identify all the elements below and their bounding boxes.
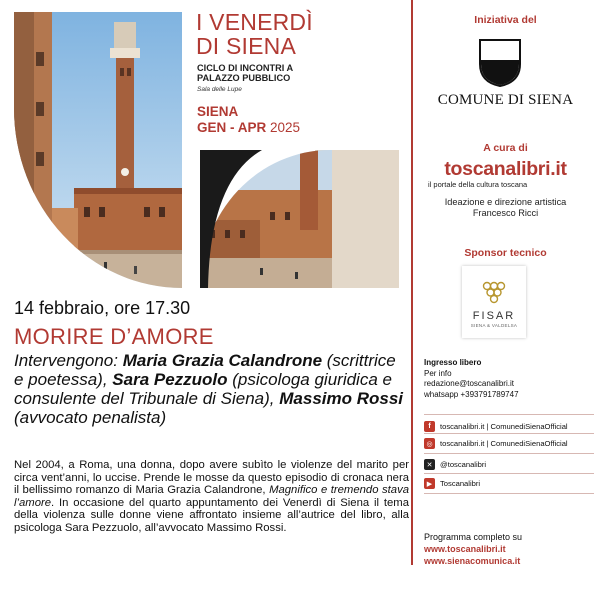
separator [424,493,594,494]
city-label: SIENA [197,104,239,119]
toscanalibri-tagline: il portale della cultura toscana [428,180,528,189]
fisar-subtitle: SIENA & VALDELSA [470,323,518,328]
initiative-label: Iniziativa del [474,14,537,26]
fisar-grapes-icon [478,280,510,308]
x-icon: ✕ [424,459,435,470]
subtitle-line1: CICLO DI INCONTRI A [197,63,294,73]
book-title: Magnifico e tremendo stava l’amore [14,484,409,509]
speakers-intro: Intervengono: [14,351,123,370]
separator [424,414,594,415]
direction-label: Ideazione e direzione artistica [444,197,567,207]
facebook-handles: toscanalibri.it | ComunediSienaOfficial [440,422,568,431]
artistic-direction [416,197,595,219]
separator [424,473,594,474]
info-whatsapp[interactable]: whatsapp +393791789747 [424,389,519,399]
event-title: MORIRE D’AMORE [14,324,214,349]
period-year: 2025 [270,120,301,135]
x-handle: @toscanalibri [440,460,487,469]
social-x[interactable] [424,459,595,470]
program-block [424,531,594,567]
toscanalibri-logo: toscanalibri.it [444,158,567,180]
separator [424,453,594,454]
speaker-name: Sara Pezzuolo [112,370,228,389]
info-email[interactable]: redazione@toscanalibri.it [424,379,514,388]
sponsor-label: Sponsor tecnico [464,247,547,259]
program-link-sienacomunica[interactable]: www.sienacomunica.it [424,556,521,566]
period-label [197,120,300,136]
description-part2: . In occasione del quarto appuntamento dei Venerdì di Siena il tema della violenza sulle donne viene affrontato insieme all’autrice del libro, alla psicologa Sara Pezzuolo, all’avvocato Massimo Rossi. [14,496,409,534]
speaker-role: (scrittrice e poetessa), [14,351,396,389]
curated-by-label: A cura di [483,142,528,154]
event-description [14,459,409,534]
director-name: Francesco Ricci [472,208,539,218]
speakers [14,351,409,427]
info-label: Per info [424,368,452,378]
separator [424,433,594,434]
series-title-line2: DI SIENA [196,33,297,59]
program-label: Programma completo su [424,532,523,542]
speaker-role: (avvocato penalista) [14,408,167,427]
place-and-period [197,104,300,136]
facebook-icon: f [424,421,435,432]
description-part1: Nel 2004, a Roma, una donna, dopo avere subìto le violenze del marito per circa vent’anni, lo uccise. Prende le mosse da questo episodio di cronaca nera il bellissimo romanzo di Maria Grazia Calandrone, [14,459,409,496]
series-title-line1: I VENERDÌ [196,9,313,35]
social-youtube[interactable] [424,478,595,489]
comune-shield-icon [478,38,522,88]
period-prefix: GEN - APR [197,120,267,135]
event-date: 14 febbraio, ore 17.30 [14,298,191,318]
instagram-handles: toscanalibri.it | ComunediSienaOfficial [440,439,568,448]
speaker-role: (psicologa giuridica e consulente del Tribunale di Siena), [14,370,392,408]
subtitle-line2: PALAZZO PUBBLICO [197,73,291,83]
column-divider [411,0,413,565]
venue-note: Sala delle Lupe [197,86,242,93]
youtube-handle: Toscanalibri [440,479,481,488]
instagram-icon: ◎ [424,438,435,449]
social-instagram[interactable] [424,438,595,449]
photo-torre-del-mangia [14,12,182,288]
social-facebook[interactable] [424,421,595,432]
speaker-name: Massimo Rossi [279,389,404,408]
free-entry: Ingresso libero [424,358,482,367]
fisar-name: FISAR [472,310,516,322]
youtube-icon: ▶ [424,478,435,489]
speaker-name: Maria Grazia Calandrone [122,351,323,370]
series-title [196,10,406,58]
program-link-toscanalibri[interactable]: www.toscanalibri.it [424,544,506,554]
comune-name: COMUNE DI SIENA [437,92,574,108]
decorative-black-arc [200,150,332,288]
info-block [424,358,594,400]
series-subtitle [197,63,407,83]
